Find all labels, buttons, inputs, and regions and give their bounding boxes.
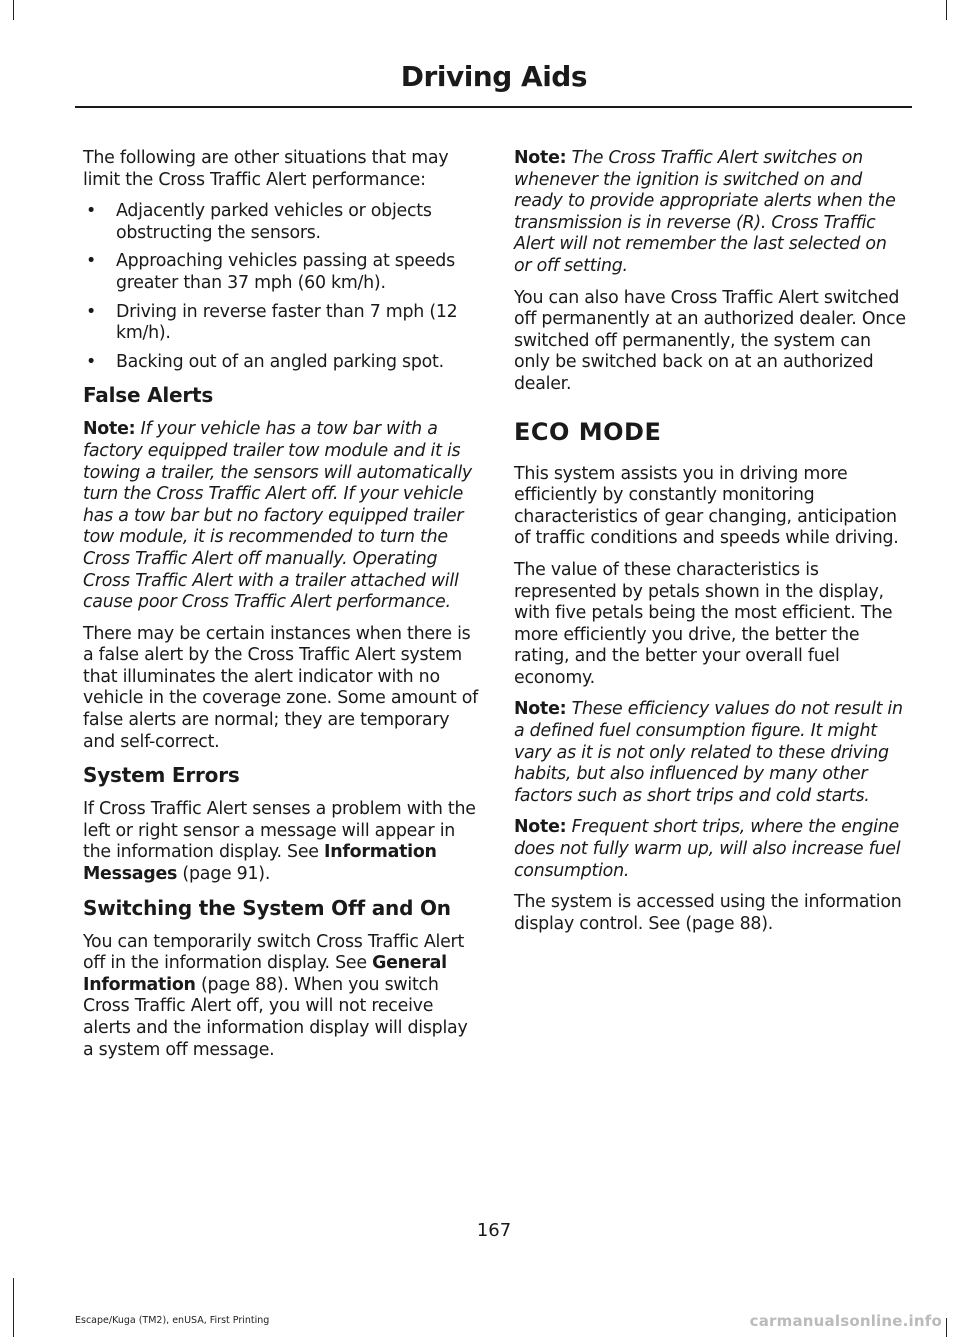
right-column — [514, 148, 909, 945]
false-alerts-heading: False Alerts — [83, 383, 214, 408]
header-rule — [75, 106, 912, 108]
crop-mark-bl-v — [13, 1278, 14, 1337]
crop-mark-tr-v — [946, 0, 947, 20]
watermark: carmanualsonline.info — [749, 1312, 942, 1330]
efficiency-note: Note: These efficiency values do not result in a defined fuel consumption figure. It might vary as it is not only related to these driving habits, but also influenced by many other factors such as short trips and cold starts. — [514, 699, 903, 806]
intro-paragraph: The following are other situations that may limit the Cross Traffic Alert performance: — [83, 148, 449, 190]
general-information-link[interactable]: General Information — [83, 953, 447, 995]
access-paragraph: The system is accessed using the information display control. See (page 88). — [514, 892, 902, 934]
bullet-icon: • — [86, 351, 97, 372]
list-item: • Adjacently parked vehicles or objects obstructing the sensors. — [86, 201, 432, 243]
page-number: 167 — [476, 1220, 512, 1241]
footer-text: Escape/Kuga (TM2), enUSA, First Printing — [75, 1315, 270, 1326]
dealer-paragraph: You can also have Cross Traffic Alert switched off permanently at an authorized dealer. Once switched off permanently, the system can only be switched back on at an authorized dealer. — [514, 287, 906, 394]
bullet-icon: • — [86, 301, 97, 322]
false-alerts-paragraph: There may be certain instances when there is a false alert by the Cross Traffic Alert system that illuminates the alert indicator with no vehicle in the coverage zone. Some amount of false alerts are normal; they are temporary and self-correct. — [83, 623, 478, 752]
eco-paragraph-1: This system assists you in driving more efficiently by constantly monitoring characteristics of gear changing, anticipation of traffic conditions and speeds while driving. — [514, 463, 899, 549]
page-header-title: Driving Aids — [400, 60, 587, 93]
eco-mode-heading: ECO MODE — [514, 417, 662, 446]
system-errors-paragraph: If Cross Traffic Alert senses a problem with the left or right sensor a message will appear in the information display. See Information Messages (page 91). — [83, 799, 476, 885]
eco-paragraph-2: The value of these characteristics is represented by petals shown in the display, with five petals being the most efficient. The more efficiently you drive, the better the rating, and the better your overall fuel economy. — [514, 559, 893, 688]
crop-mark-br-v — [946, 1318, 947, 1337]
system-errors-heading: System Errors — [83, 763, 240, 788]
cta-note: Note: The Cross Traffic Alert switches on whenever the ignition is switched on and ready to provide appropriate alerts when the transmission is in reverse (R). Cross Traffic Alert will not remember the last selected on or off setting. — [514, 148, 896, 276]
list-item: • Backing out of an angled parking spot. — [86, 351, 444, 372]
false-alerts-note: Note: If your vehicle has a tow bar with a factory equipped trailer tow module and it is towing a trailer, the sensors will automatically turn the Cross Traffic Alert off. If your vehicle has a tow bar but no factory equipped trailer tow module, it is recommended to turn the Cross Traffic Alert off manually. Operating Cross Traffic Alert with a trailer attached will cause poor Cross Traffic Alert performance. — [83, 419, 472, 613]
crop-mark-tl-v — [13, 0, 14, 20]
bullet-icon: • — [86, 251, 97, 272]
switching-heading: Switching the System Off and On — [83, 895, 451, 920]
left-column — [83, 148, 478, 1071]
short-trips-note: Note: Frequent short trips, where the engine does not fully warm up, will also increase fuel consumption. — [514, 817, 901, 881]
bullet-icon: • — [86, 201, 97, 222]
switching-paragraph: You can temporarily switch Cross Traffic Alert off in the information display. See General Information (page 88). When you switch Cross Traffic Alert off, you will not receive alerts and the information display will display a system off message. — [83, 931, 468, 1060]
list-item: • Approaching vehicles passing at speeds greater than 37 mph (60 km/h). — [86, 251, 455, 293]
limitations-list — [83, 201, 478, 373]
information-messages-link[interactable]: Information Messages — [83, 842, 437, 885]
list-item: • Driving in reverse faster than 7 mph (12 km/h). — [86, 301, 458, 344]
